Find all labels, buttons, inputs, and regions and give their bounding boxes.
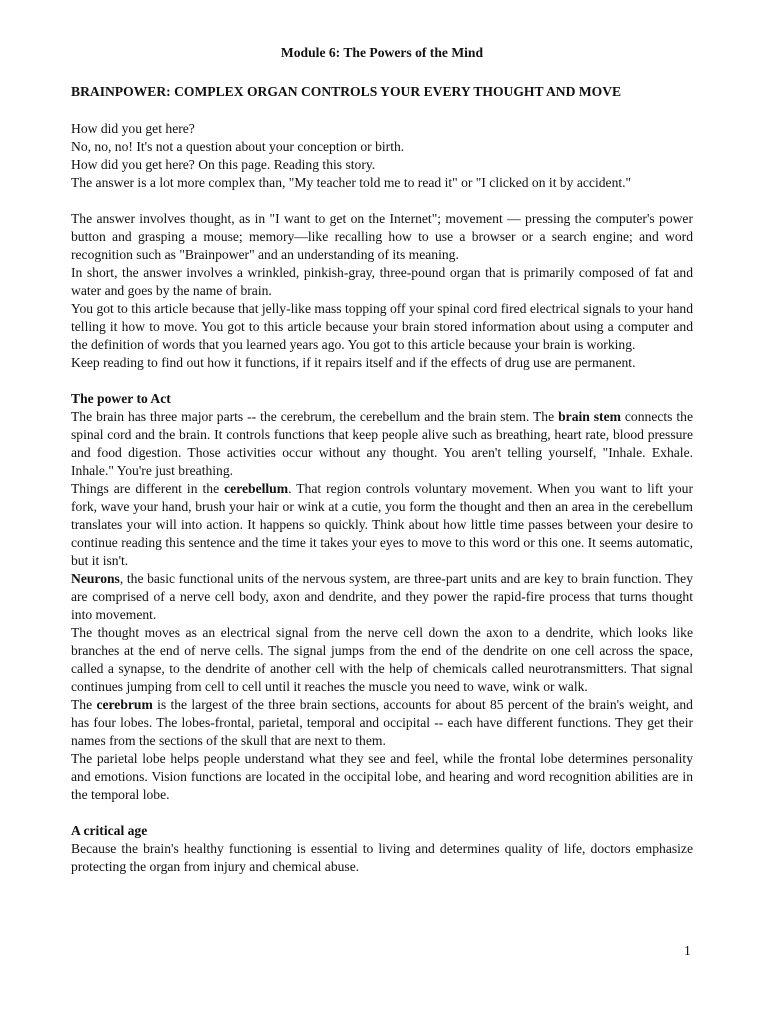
section-heading: A critical age [71, 823, 148, 838]
paragraph [71, 408, 693, 480]
term-cerebrum: cerebrum [96, 697, 153, 712]
paragraph: In short, the answer involves a wrinkled, pinkish-gray, three-pound organ that is primarily composed of fat and water and goes by the name of brain. [71, 265, 693, 298]
term-neurons: Neurons [71, 571, 120, 586]
text-run: is the largest of the three brain sections, accounts for about 85 percent of the brain's weight, and has four lobes. The lobes-frontal, parietal, temporal and occipital -- each have different functions. They get their names from the sections of the skull that are next to them. [71, 697, 693, 748]
paragraph: Because the brain's healthy functioning is essential to living and determines quality of life, doctors emphasize protecting the organ from injury and chemical abuse. [71, 841, 693, 874]
paragraph: You got to this article because that jelly-like mass topping off your spinal cord fired electrical signals to your hand telling it how to move. You got to this article because your brain stored information about using a computer and the definition of words that you learned years ago. You got to this article because your brain is working. [71, 301, 693, 352]
module-title: Module 6: The Powers of the Mind [280, 45, 484, 60]
paragraph: The thought moves as an electrical signal from the nerve cell down the axon to a dendrite, which looks like branches at the end of nerve cells. The signal jumps from the end of the dendrite on one cell across the space, called a synapse, to the dendrite of another cell with the help of chemicals called neurotransmitters. That signal continues jumping from cell to cell until it reaches the muscle you need to wave, wink or walk. [71, 625, 693, 694]
critical-age-section [71, 822, 693, 876]
paragraph [71, 696, 693, 750]
power-to-act-section [71, 390, 693, 804]
text-run: The [71, 697, 97, 712]
paragraph: The parietal lobe helps people understand what they see and feel, while the frontal lobe determines personality and emotions. Vision functions are located in the occipital lobe, and hearing and word recognition abilities are in the temporal lobe. [71, 751, 693, 802]
text-run: Things are different in the [71, 481, 225, 496]
text-run: . That region controls voluntary movement. When you want to lift your fork, wave your hand, brush your hair or wink at a cutie, you form the thought and then an area in the cerebellum translates your will into action. It happens so quickly. Think about how little time passes between your desire to continue reading this sentence and the time it takes your eyes to move to this word or this one. It seems automatic, but it isn't. [71, 481, 693, 568]
answer-section [71, 210, 693, 372]
page-number: 1 [684, 943, 691, 958]
intro-line: No, no, no! It's not a question about your conception or birth. [71, 139, 405, 154]
section-heading: The power to Act [71, 391, 171, 406]
paragraph: The answer involves thought, as in "I want to get on the Internet"; movement — pressing the computer's power button and grasping a mouse; memory—like recalling how to use a browser or a search engine; and word recognition such as "Brainpower" and an understanding of its meaning. [71, 211, 693, 262]
paragraph [71, 480, 693, 570]
term-cerebellum: cerebellum [224, 481, 289, 496]
paragraph: Keep reading to find out how it functions, if it repairs itself and if the effects of drug use are permanent. [71, 355, 636, 370]
document-page [71, 44, 693, 876]
paragraph [71, 570, 693, 624]
term-brain-stem: brain stem [558, 409, 621, 424]
intro-line: How did you get here? [71, 121, 195, 136]
text-run: The brain has three major parts -- the cerebrum, the cerebellum and the brain stem. The [71, 409, 559, 424]
text-run: , the basic functional units of the nervous system, are three-part units and are key to brain function. They are comprised of a nerve cell body, axon and dendrite, and they power the rapid-fire process that turns thought into movement. [71, 571, 693, 622]
intro-line: How did you get here? On this page. Reading this story. [71, 157, 376, 172]
intro-block [71, 120, 693, 192]
intro-line: The answer is a lot more complex than, "My teacher told me to read it" or "I clicked on it by accident." [71, 175, 632, 190]
article-headline: BRAINPOWER: COMPLEX ORGAN CONTROLS YOUR EVERY THOUGHT AND MOVE [71, 84, 622, 99]
text-run: connects the spinal cord and the brain. It controls functions that keep people alive such as breathing, heart rate, blood pressure and food digestion. Those activities occur without any thought. You aren't telling yourself, "Inhale. Exhale. Inhale." You're just breathing. [71, 409, 694, 478]
